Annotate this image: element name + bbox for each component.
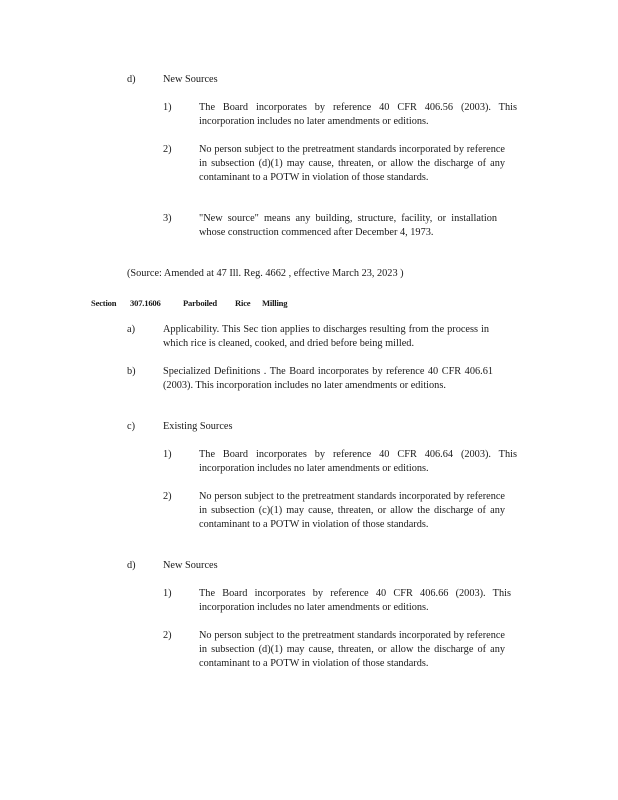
section-title-word: Parboiled: [183, 298, 218, 308]
section-title-word: Rice: [235, 298, 251, 308]
subsection-label: d): [127, 560, 136, 571]
subsection-text: Specialized Definitions . The Board incorporates by reference 40 CFR 406.61 (2003). This incorporation includes no later amendments or editions.: [163, 366, 493, 391]
item-text: The Board incorporates by reference 40 CFR 406.66 (2003). This incorporation includes no later amendments or editions.: [199, 588, 511, 613]
source-note: (Source: Amended at 47 Ill. Reg. 4662 , effective March 23, 2023 ): [127, 268, 404, 279]
subsection-heading: Existing Sources: [163, 421, 233, 432]
section-title-word: Milling: [262, 298, 288, 308]
item-text: The Board incorporates by reference 40 CFR 406.56 (2003). This incorporation includes no later amendments or editions.: [199, 102, 517, 127]
item-number: 1): [163, 449, 172, 460]
subsection-label: d): [127, 74, 136, 85]
item-text: No person subject to the pretreatment standards incorporated by reference in subsection (c)(1) may cause, threaten, or allow the discharge of any contaminant to a POTW in violation of those standards.: [199, 491, 505, 530]
subsection-label: c): [127, 421, 135, 432]
item-text: No person subject to the pretreatment standards incorporated by reference in subsection (d)(1) may cause, threaten, or allow the discharge of any contaminant to a POTW in violation of those standards.: [199, 630, 505, 669]
item-number: 3): [163, 213, 172, 224]
subsection-heading: New Sources: [163, 560, 218, 571]
item-text: "New source" means any building, structure, facility, or installation whose construction commenced after December 4, 1973.: [199, 213, 497, 238]
subsection-label: b): [127, 366, 136, 377]
subsection-heading: New Sources: [163, 74, 218, 85]
item-number: 1): [163, 588, 172, 599]
section-heading: [91, 297, 287, 309]
item-text: The Board incorporates by reference 40 CFR 406.64 (2003). This incorporation includes no later amendments or editions.: [199, 449, 517, 474]
section-number: 307.1606: [130, 298, 161, 308]
subsection-label: a): [127, 324, 135, 335]
item-text: No person subject to the pretreatment standards incorporated by reference in subsection (d)(1) may cause, threaten, or allow the discharge of any contaminant to a POTW in violation of those standards.: [199, 144, 505, 183]
item-number: 1): [163, 102, 172, 113]
item-number: 2): [163, 630, 172, 641]
item-number: 2): [163, 144, 172, 155]
subsection-text: Applicability. This Sec tion applies to discharges resulting from the process in which rice is cleaned, cooked, and dried before being milled.: [163, 324, 489, 349]
item-number: 2): [163, 491, 172, 502]
section-word: Section: [91, 298, 117, 308]
